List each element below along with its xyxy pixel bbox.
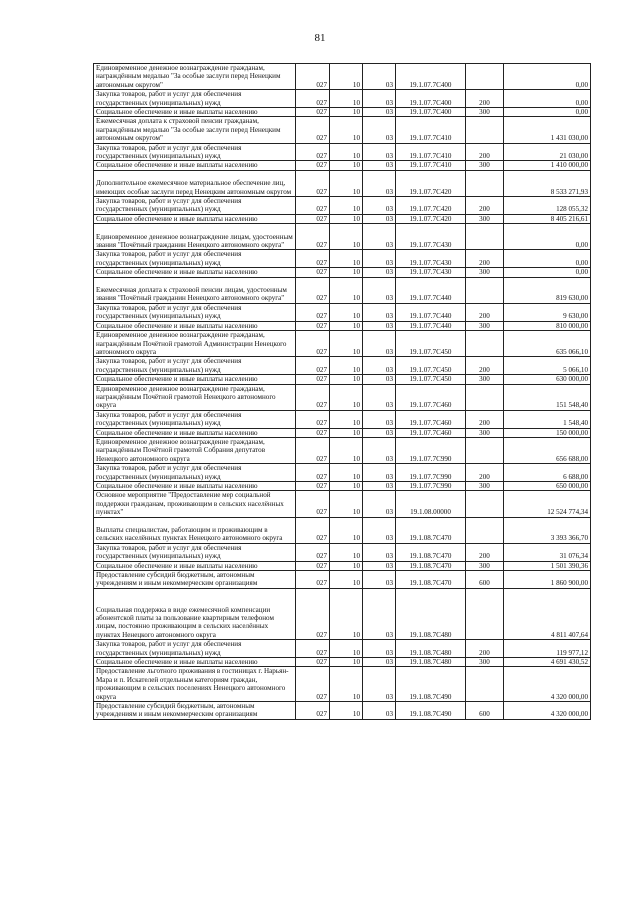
- row-subsection-cell: 03: [363, 491, 396, 517]
- row-amount-cell: 21 030,00: [504, 143, 591, 161]
- row-subsection-cell: 03: [363, 543, 396, 561]
- row-amount-cell: 128 055,32: [504, 197, 591, 215]
- row-section-cell: 10: [330, 277, 363, 303]
- table-row: [94, 268, 591, 277]
- row-gr-cell: 027: [296, 268, 330, 277]
- row-name-cell: Предоставление субсидий бюджетным, автономным учреждениям и иным некоммерческим организациям: [94, 571, 296, 589]
- row-subsection-cell: 03: [363, 214, 396, 223]
- row-expense-type-cell: [466, 491, 504, 517]
- row-name-cell: Закупка товаров, работ и услуг для обеспечения государственных (муниципальных) нужд: [94, 464, 296, 482]
- row-amount-cell: 4 320 000,00: [504, 702, 591, 720]
- row-gr-cell: 027: [296, 517, 330, 543]
- row-gr-cell: 027: [296, 658, 330, 667]
- row-amount-cell: 0,00: [504, 224, 591, 250]
- row-article-cell: 19.1.07.7С450: [396, 375, 466, 384]
- row-name-cell: Дополнительное ежемесячное материальное обеспечение лиц, имеющих особые заслуги перед Ненецким автономным округом: [94, 170, 296, 196]
- row-article-cell: 19.1.07.7С430: [396, 268, 466, 277]
- row-amount-cell: 0,00: [504, 250, 591, 268]
- row-amount-cell: 5 066,10: [504, 357, 591, 375]
- row-expense-type-cell: 300: [466, 214, 504, 223]
- row-article-cell: 19.1.07.7С460: [396, 384, 466, 410]
- row-gr-cell: 027: [296, 702, 330, 720]
- row-expense-type-cell: [466, 224, 504, 250]
- row-article-cell: 19.1.07.7С410: [396, 143, 466, 161]
- row-article-cell: 19.1.07.7С440: [396, 277, 466, 303]
- row-name-cell: Закупка товаров, работ и услуг для обеспечения государственных (муниципальных) нужд: [94, 357, 296, 375]
- row-gr-cell: 027: [296, 161, 330, 170]
- row-amount-cell: 650 000,00: [504, 482, 591, 491]
- table-row: [94, 161, 591, 170]
- table-row: [94, 143, 591, 161]
- row-expense-type-cell: [466, 170, 504, 196]
- row-subsection-cell: 03: [363, 482, 396, 491]
- row-section-cell: 10: [330, 268, 363, 277]
- row-gr-cell: 027: [296, 543, 330, 561]
- row-amount-cell: 6 688,00: [504, 464, 591, 482]
- table-row: [94, 543, 591, 561]
- row-section-cell: 10: [330, 658, 363, 667]
- row-article-cell: 19.1.08.7С480: [396, 658, 466, 667]
- row-gr-cell: 027: [296, 143, 330, 161]
- row-name-cell: Предоставление льготного проживания в гостиницах г. Нарьян-Мара и п. Искателей отдельным категориям граждан, проживающим в сельских поселениях Ненецкого автономного округа: [94, 667, 296, 702]
- table-row: [94, 384, 591, 410]
- row-expense-type-cell: 200: [466, 303, 504, 321]
- row-article-cell: 19.1.07.7С430: [396, 224, 466, 250]
- row-expense-type-cell: 200: [466, 543, 504, 561]
- row-gr-cell: 027: [296, 384, 330, 410]
- row-section-cell: 10: [330, 303, 363, 321]
- row-subsection-cell: 03: [363, 561, 396, 570]
- row-article-cell: 19.1.07.7С400: [396, 108, 466, 117]
- row-subsection-cell: 03: [363, 588, 396, 639]
- row-section-cell: 10: [330, 561, 363, 570]
- row-amount-cell: 810 000,00: [504, 321, 591, 330]
- row-expense-type-cell: 200: [466, 197, 504, 215]
- row-article-cell: 19.1.07.7С430: [396, 250, 466, 268]
- row-gr-cell: 027: [296, 117, 330, 143]
- row-gr-cell: 027: [296, 667, 330, 702]
- row-amount-cell: 12 524 774,34: [504, 491, 591, 517]
- row-amount-cell: 4 320 000,00: [504, 667, 591, 702]
- row-name-cell: Закупка товаров, работ и услуг для обеспечения государственных (муниципальных) нужд: [94, 90, 296, 108]
- row-name-cell: Единовременное денежное вознаграждение гражданам, награждённым Почётной грамотой Ненецкого автономного округа: [94, 384, 296, 410]
- row-expense-type-cell: 200: [466, 143, 504, 161]
- row-amount-cell: 119 977,12: [504, 640, 591, 658]
- row-name-cell: Социальное обеспечение и иные выплаты населению: [94, 108, 296, 117]
- row-article-cell: 19.1.07.7С400: [396, 90, 466, 108]
- row-article-cell: 19.1.07.7С420: [396, 197, 466, 215]
- table-row: [94, 250, 591, 268]
- row-expense-type-cell: 300: [466, 375, 504, 384]
- row-expense-type-cell: [466, 64, 504, 90]
- row-amount-cell: 656 688,00: [504, 437, 591, 463]
- row-name-cell: Социальное обеспечение и иные выплаты населению: [94, 214, 296, 223]
- row-gr-cell: 027: [296, 90, 330, 108]
- row-section-cell: 10: [330, 702, 363, 720]
- row-section-cell: 10: [330, 464, 363, 482]
- row-amount-cell: 8 533 271,93: [504, 170, 591, 196]
- row-subsection-cell: 03: [363, 517, 396, 543]
- row-article-cell: 19.1.07.7С990: [396, 482, 466, 491]
- row-subsection-cell: 03: [363, 277, 396, 303]
- row-expense-type-cell: [466, 277, 504, 303]
- table-row: [94, 64, 591, 90]
- row-section-cell: 10: [330, 117, 363, 143]
- row-expense-type-cell: 200: [466, 410, 504, 428]
- row-article-cell: 19.1.07.7С400: [396, 64, 466, 90]
- row-gr-cell: 027: [296, 561, 330, 570]
- row-amount-cell: 0,00: [504, 108, 591, 117]
- table-row: [94, 571, 591, 589]
- row-amount-cell: 9 630,00: [504, 303, 591, 321]
- row-expense-type-cell: [466, 117, 504, 143]
- row-section-cell: 10: [330, 491, 363, 517]
- row-article-cell: 19.1.08.7С480: [396, 588, 466, 639]
- budget-table: [93, 63, 591, 720]
- row-expense-type-cell: [466, 588, 504, 639]
- row-name-cell: Закупка товаров, работ и услуг для обеспечения государственных (муниципальных) нужд: [94, 410, 296, 428]
- row-section-cell: 10: [330, 571, 363, 589]
- row-amount-cell: 819 630,00: [504, 277, 591, 303]
- row-article-cell: 19.1.07.7С440: [396, 303, 466, 321]
- row-gr-cell: 027: [296, 375, 330, 384]
- row-expense-type-cell: 200: [466, 357, 504, 375]
- row-article-cell: 19.1.07.7С460: [396, 410, 466, 428]
- row-name-cell: Социальное обеспечение и иные выплаты населению: [94, 375, 296, 384]
- table-row: [94, 357, 591, 375]
- row-gr-cell: 027: [296, 197, 330, 215]
- row-name-cell: Основное мероприятие "Предоставление мер социальной поддержки гражданам, проживающим в сельских населённых пунктах": [94, 491, 296, 517]
- row-expense-type-cell: 200: [466, 90, 504, 108]
- row-expense-type-cell: 300: [466, 108, 504, 117]
- table-row: [94, 702, 591, 720]
- row-gr-cell: 027: [296, 410, 330, 428]
- table-row: [94, 331, 591, 357]
- row-subsection-cell: 03: [363, 571, 396, 589]
- row-section-cell: 10: [330, 250, 363, 268]
- row-section-cell: 10: [330, 161, 363, 170]
- row-article-cell: 19.1.08.7С470: [396, 517, 466, 543]
- page-number: 81: [314, 32, 326, 44]
- row-subsection-cell: 03: [363, 90, 396, 108]
- row-article-cell: 19.1.07.7С420: [396, 170, 466, 196]
- row-subsection-cell: 03: [363, 224, 396, 250]
- row-gr-cell: 027: [296, 303, 330, 321]
- table-row: [94, 117, 591, 143]
- row-gr-cell: 027: [296, 250, 330, 268]
- row-subsection-cell: 03: [363, 357, 396, 375]
- row-subsection-cell: 03: [363, 464, 396, 482]
- row-expense-type-cell: 200: [466, 640, 504, 658]
- row-section-cell: 10: [330, 588, 363, 639]
- row-expense-type-cell: [466, 437, 504, 463]
- row-section-cell: 10: [330, 428, 363, 437]
- row-gr-cell: 027: [296, 464, 330, 482]
- row-section-cell: 10: [330, 143, 363, 161]
- row-gr-cell: 027: [296, 588, 330, 639]
- row-name-cell: Единовременное денежное вознаграждение гражданам, награждённым Почётной грамотой Администрации Ненецкого автономного округа: [94, 331, 296, 357]
- row-expense-type-cell: 300: [466, 321, 504, 330]
- table-row: [94, 224, 591, 250]
- row-subsection-cell: 03: [363, 667, 396, 702]
- table-row: [94, 90, 591, 108]
- row-subsection-cell: 03: [363, 64, 396, 90]
- row-subsection-cell: 03: [363, 117, 396, 143]
- row-section-cell: 10: [330, 482, 363, 491]
- row-amount-cell: 4 811 407,64: [504, 588, 591, 639]
- row-expense-type-cell: [466, 517, 504, 543]
- row-name-cell: Единовременное денежное вознаграждение гражданам, награждённым медалью "За особые заслуги перед Ненецким автономным округом": [94, 64, 296, 90]
- table-row: [94, 428, 591, 437]
- row-name-cell: Предоставление субсидий бюджетным, автономным учреждениям и иным некоммерческим организациям: [94, 702, 296, 720]
- row-name-cell: Социальная поддержка в виде ежемесячной компенсации абонентской платы за пользование квартирным телефоном лицам, постоянно проживающим в сельских населённых пунктах Ненецкого автономного округа: [94, 588, 296, 639]
- row-section-cell: 10: [330, 437, 363, 463]
- row-expense-type-cell: 300: [466, 658, 504, 667]
- row-section-cell: 10: [330, 357, 363, 375]
- table-row: [94, 437, 591, 463]
- row-expense-type-cell: 300: [466, 161, 504, 170]
- table-row: [94, 321, 591, 330]
- row-amount-cell: 0,00: [504, 90, 591, 108]
- table-row: [94, 108, 591, 117]
- row-gr-cell: 027: [296, 357, 330, 375]
- row-name-cell: Социальное обеспечение и иные выплаты населению: [94, 482, 296, 491]
- row-subsection-cell: 03: [363, 250, 396, 268]
- row-subsection-cell: 03: [363, 321, 396, 330]
- row-article-cell: 19.1.07.7С460: [396, 428, 466, 437]
- row-name-cell: Закупка товаров, работ и услуг для обеспечения государственных (муниципальных) нужд: [94, 543, 296, 561]
- row-subsection-cell: 03: [363, 143, 396, 161]
- table-row: [94, 277, 591, 303]
- row-name-cell: Закупка товаров, работ и услуг для обеспечения государственных (муниципальных) нужд: [94, 250, 296, 268]
- row-gr-cell: 027: [296, 321, 330, 330]
- table-row: [94, 667, 591, 702]
- row-subsection-cell: 03: [363, 161, 396, 170]
- budget-table-body: [94, 64, 591, 720]
- row-expense-type-cell: [466, 667, 504, 702]
- row-article-cell: 19.1.07.7С420: [396, 214, 466, 223]
- row-subsection-cell: 03: [363, 170, 396, 196]
- row-article-cell: 19.1.08.7С470: [396, 571, 466, 589]
- row-amount-cell: 0,00: [504, 64, 591, 90]
- row-amount-cell: 8 405 216,61: [504, 214, 591, 223]
- row-gr-cell: 027: [296, 437, 330, 463]
- row-section-cell: 10: [330, 375, 363, 384]
- row-name-cell: Социальное обеспечение и иные выплаты населению: [94, 658, 296, 667]
- row-name-cell: Закупка товаров, работ и услуг для обеспечения государственных (муниципальных) нужд: [94, 143, 296, 161]
- row-section-cell: 10: [330, 224, 363, 250]
- row-name-cell: Единовременное денежное вознаграждение гражданам, награждённым Почётной грамотой Собрания депутатов Ненецкого автономного округа: [94, 437, 296, 463]
- row-article-cell: 19.1.08.7С490: [396, 702, 466, 720]
- row-section-cell: 10: [330, 543, 363, 561]
- table-row: [94, 482, 591, 491]
- row-section-cell: 10: [330, 197, 363, 215]
- table-row: [94, 303, 591, 321]
- row-name-cell: Ежемесячная доплата к страховой пенсии гражданам, награждённым медалью "За особые заслуги перед Ненецким автономным округом": [94, 117, 296, 143]
- row-amount-cell: 0,00: [504, 268, 591, 277]
- row-amount-cell: 151 548,40: [504, 384, 591, 410]
- row-name-cell: Единовременное денежное вознаграждение лицам, удостоенным звания "Почётный гражданин Ненецкого автономного округа": [94, 224, 296, 250]
- row-section-cell: 10: [330, 170, 363, 196]
- row-name-cell: Социальное обеспечение и иные выплаты населению: [94, 161, 296, 170]
- row-section-cell: 10: [330, 90, 363, 108]
- row-subsection-cell: 03: [363, 268, 396, 277]
- table-row: [94, 561, 591, 570]
- table-row: [94, 214, 591, 223]
- row-amount-cell: 31 076,34: [504, 543, 591, 561]
- row-gr-cell: 027: [296, 640, 330, 658]
- table-row: [94, 197, 591, 215]
- row-gr-cell: 027: [296, 108, 330, 117]
- row-article-cell: 19.1.07.7С410: [396, 161, 466, 170]
- row-expense-type-cell: 300: [466, 482, 504, 491]
- row-amount-cell: 635 066,10: [504, 331, 591, 357]
- row-article-cell: 19.1.08.7С490: [396, 667, 466, 702]
- table-row: [94, 375, 591, 384]
- table-row: [94, 640, 591, 658]
- row-article-cell: 19.1.08.7С470: [396, 543, 466, 561]
- row-expense-type-cell: 300: [466, 268, 504, 277]
- row-name-cell: Ежемесячная доплата к страховой пенсии лицам, удостоенным звания "Почётный гражданин Ненецкого автономного округа": [94, 277, 296, 303]
- row-section-cell: 10: [330, 410, 363, 428]
- row-expense-type-cell: [466, 384, 504, 410]
- row-section-cell: 10: [330, 321, 363, 330]
- row-section-cell: 10: [330, 667, 363, 702]
- row-subsection-cell: 03: [363, 702, 396, 720]
- row-gr-cell: 027: [296, 224, 330, 250]
- row-article-cell: 19.1.08.7С480: [396, 640, 466, 658]
- row-name-cell: Социальное обеспечение и иные выплаты населению: [94, 428, 296, 437]
- row-subsection-cell: 03: [363, 428, 396, 437]
- row-expense-type-cell: 300: [466, 561, 504, 570]
- row-expense-type-cell: 300: [466, 428, 504, 437]
- row-name-cell: Закупка товаров, работ и услуг для обеспечения государственных (муниципальных) нужд: [94, 640, 296, 658]
- row-name-cell: Социальное обеспечение и иные выплаты населению: [94, 321, 296, 330]
- row-article-cell: 19.1.07.7С440: [396, 321, 466, 330]
- row-subsection-cell: 03: [363, 410, 396, 428]
- row-amount-cell: 1 431 030,00: [504, 117, 591, 143]
- row-subsection-cell: 03: [363, 303, 396, 321]
- table-row: [94, 517, 591, 543]
- row-name-cell: Закупка товаров, работ и услуг для обеспечения государственных (муниципальных) нужд: [94, 303, 296, 321]
- row-name-cell: Социальное обеспечение и иные выплаты населению: [94, 561, 296, 570]
- row-amount-cell: 4 691 430,52: [504, 658, 591, 667]
- row-gr-cell: 027: [296, 571, 330, 589]
- row-name-cell: Выплаты специалистам, работающим и проживающим в сельских населённых пунктах Ненецкого автономного округа: [94, 517, 296, 543]
- row-section-cell: 10: [330, 640, 363, 658]
- row-expense-type-cell: [466, 331, 504, 357]
- row-expense-type-cell: 600: [466, 702, 504, 720]
- row-article-cell: 19.1.07.7С990: [396, 437, 466, 463]
- row-section-cell: 10: [330, 214, 363, 223]
- row-gr-cell: 027: [296, 214, 330, 223]
- row-section-cell: 10: [330, 64, 363, 90]
- row-article-cell: 19.1.08.00000: [396, 491, 466, 517]
- row-amount-cell: 630 000,00: [504, 375, 591, 384]
- table-row: [94, 491, 591, 517]
- row-article-cell: 19.1.07.7С450: [396, 357, 466, 375]
- row-article-cell: 19.1.08.7С470: [396, 561, 466, 570]
- row-amount-cell: 150 000,00: [504, 428, 591, 437]
- row-amount-cell: 1 501 390,36: [504, 561, 591, 570]
- row-subsection-cell: 03: [363, 331, 396, 357]
- row-gr-cell: 027: [296, 482, 330, 491]
- row-subsection-cell: 03: [363, 437, 396, 463]
- row-gr-cell: 027: [296, 491, 330, 517]
- row-gr-cell: 027: [296, 331, 330, 357]
- row-section-cell: 10: [330, 517, 363, 543]
- row-section-cell: 10: [330, 331, 363, 357]
- row-subsection-cell: 03: [363, 375, 396, 384]
- row-expense-type-cell: 600: [466, 571, 504, 589]
- row-amount-cell: 1 860 900,00: [504, 571, 591, 589]
- table-row: [94, 464, 591, 482]
- table-row: [94, 410, 591, 428]
- row-subsection-cell: 03: [363, 197, 396, 215]
- row-expense-type-cell: 200: [466, 464, 504, 482]
- row-article-cell: 19.1.07.7С990: [396, 464, 466, 482]
- row-gr-cell: 027: [296, 64, 330, 90]
- row-amount-cell: 1 548,40: [504, 410, 591, 428]
- row-subsection-cell: 03: [363, 384, 396, 410]
- row-gr-cell: 027: [296, 277, 330, 303]
- row-amount-cell: 3 393 366,70: [504, 517, 591, 543]
- table-row: [94, 658, 591, 667]
- row-section-cell: 10: [330, 384, 363, 410]
- row-expense-type-cell: 200: [466, 250, 504, 268]
- row-subsection-cell: 03: [363, 640, 396, 658]
- row-article-cell: 19.1.07.7С410: [396, 117, 466, 143]
- row-article-cell: 19.1.07.7С450: [396, 331, 466, 357]
- row-name-cell: Закупка товаров, работ и услуг для обеспечения государственных (муниципальных) нужд: [94, 197, 296, 215]
- table-row: [94, 588, 591, 639]
- row-subsection-cell: 03: [363, 658, 396, 667]
- row-subsection-cell: 03: [363, 108, 396, 117]
- row-name-cell: Социальное обеспечение и иные выплаты населению: [94, 268, 296, 277]
- row-gr-cell: 027: [296, 170, 330, 196]
- table-row: [94, 170, 591, 196]
- row-section-cell: 10: [330, 108, 363, 117]
- row-amount-cell: 1 410 000,00: [504, 161, 591, 170]
- row-gr-cell: 027: [296, 428, 330, 437]
